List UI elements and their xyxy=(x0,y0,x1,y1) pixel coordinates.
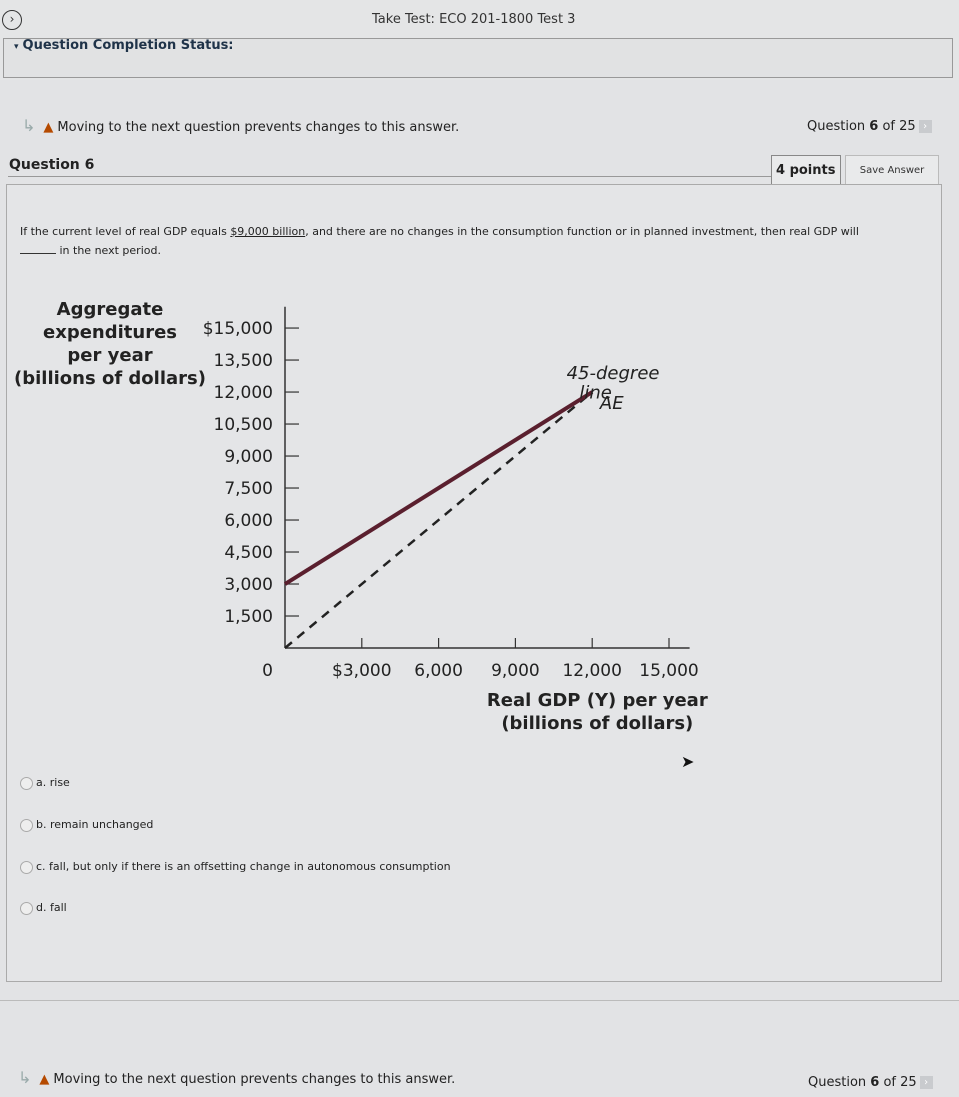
warning-icon: ▲ xyxy=(43,120,54,135)
origin-label: 0 xyxy=(262,661,273,681)
question-heading: Question 6 xyxy=(9,157,95,173)
option-a[interactable] xyxy=(20,776,70,790)
series-45-degree-line xyxy=(285,392,592,648)
chart-annotation: 45-degree xyxy=(566,363,660,385)
x-axis-title-line: (billions of dollars) xyxy=(501,713,694,734)
footer-divider xyxy=(0,1000,959,1001)
warning-bottom-text: Moving to the next question prevents changes to this answer. xyxy=(53,1072,456,1087)
return-arrow-icon: ↳ xyxy=(18,1068,32,1087)
counter-number: 6 xyxy=(870,1075,880,1090)
question-text-part: in the next period. xyxy=(56,244,161,257)
save-answer-button[interactable]: Save Answer xyxy=(845,155,939,185)
x-axis-title-line: Real GDP (Y) per year xyxy=(486,690,708,711)
answer-blank xyxy=(20,244,56,254)
counter-suffix: of 25 xyxy=(879,1075,917,1090)
warning-top-text: Moving to the next question prevents changes to this answer. xyxy=(57,120,460,135)
y-tick-label: 9,000 xyxy=(224,447,273,468)
next-question-icon[interactable]: › xyxy=(920,1076,933,1089)
radio-d[interactable] xyxy=(20,902,33,915)
x-tick-label: 12,000 xyxy=(562,661,622,681)
chevron-down-icon: ▾ xyxy=(14,42,19,52)
warning-icon: ▲ xyxy=(39,1072,50,1087)
annotations xyxy=(567,363,660,414)
completion-status-toggle[interactable] xyxy=(14,38,234,53)
chevron-right-icon[interactable]: › xyxy=(2,10,22,30)
x-tick-label: 9,000 xyxy=(491,661,540,681)
radio-b[interactable] xyxy=(20,819,33,832)
series-ae-line xyxy=(285,392,592,584)
option-b-label: b. remain unchanged xyxy=(36,818,154,831)
question-text-part: If the current level of real GDP equals xyxy=(20,225,231,238)
option-d-label: d. fall xyxy=(36,901,67,914)
warning-bottom xyxy=(18,1068,455,1087)
y-tick-label: 10,500 xyxy=(213,415,273,436)
x-tick-label: $3,000 xyxy=(332,661,392,681)
y-tick-label: $15,000 xyxy=(202,319,273,340)
chart-annotation: line xyxy=(579,382,612,404)
return-arrow-icon: ↳ xyxy=(22,116,36,135)
y-tick-label: 4,500 xyxy=(224,543,273,564)
y-axis-title-line: expenditures xyxy=(43,322,177,343)
completion-status-label: Question Completion Status: xyxy=(22,38,234,53)
counter-prefix: Question xyxy=(807,119,870,134)
option-c-label: c. fall, but only if there is an offsetting change in autonomous consumption xyxy=(36,860,451,873)
next-question-icon[interactable]: › xyxy=(919,120,932,133)
option-b[interactable] xyxy=(20,818,153,832)
question-text-underlined: $9,000 billion xyxy=(230,225,306,238)
y-tick-label: 12,000 xyxy=(213,383,273,404)
counter-number: 6 xyxy=(869,119,879,134)
divider xyxy=(8,176,772,177)
option-d[interactable] xyxy=(20,901,67,915)
y-tick-label: 13,500 xyxy=(213,351,273,372)
x-axis-title xyxy=(487,690,708,734)
y-tick-label: 1,500 xyxy=(224,607,273,628)
counter-suffix: of 25 xyxy=(878,119,916,134)
y-tick-label: 3,000 xyxy=(224,575,273,596)
y-tick-label: 6,000 xyxy=(224,511,273,532)
points-badge: 4 points xyxy=(771,155,841,185)
chart-annotation: AE xyxy=(599,393,624,415)
counter-prefix: Question xyxy=(808,1075,871,1090)
ae-chart xyxy=(0,280,760,750)
page-title: Take Test: ECO 201-1800 Test 3 xyxy=(372,12,576,27)
question-text-part: , and there are no changes in the consumption function or in planned investment, then real GDP will xyxy=(305,225,859,238)
option-c[interactable] xyxy=(20,860,451,874)
x-axis-ticks xyxy=(332,638,699,681)
x-tick-label: 15,000 xyxy=(639,661,699,681)
question-text xyxy=(20,222,900,260)
question-counter xyxy=(807,119,932,134)
series-group xyxy=(285,392,592,648)
y-axis-title-line: Aggregate xyxy=(56,299,164,320)
x-tick-label: 6,000 xyxy=(414,661,463,681)
cursor-icon: ➤ xyxy=(681,752,695,771)
warning-top xyxy=(22,116,459,135)
y-axis-title-line: (billions of dollars) xyxy=(14,368,206,389)
y-axis-title-line: per year xyxy=(67,345,153,366)
radio-c[interactable] xyxy=(20,861,33,874)
y-axis-title xyxy=(14,299,206,389)
radio-a[interactable] xyxy=(20,777,33,790)
option-a-label: a. rise xyxy=(36,776,70,789)
y-tick-label: 7,500 xyxy=(224,479,273,500)
footer-question-counter xyxy=(808,1075,933,1090)
